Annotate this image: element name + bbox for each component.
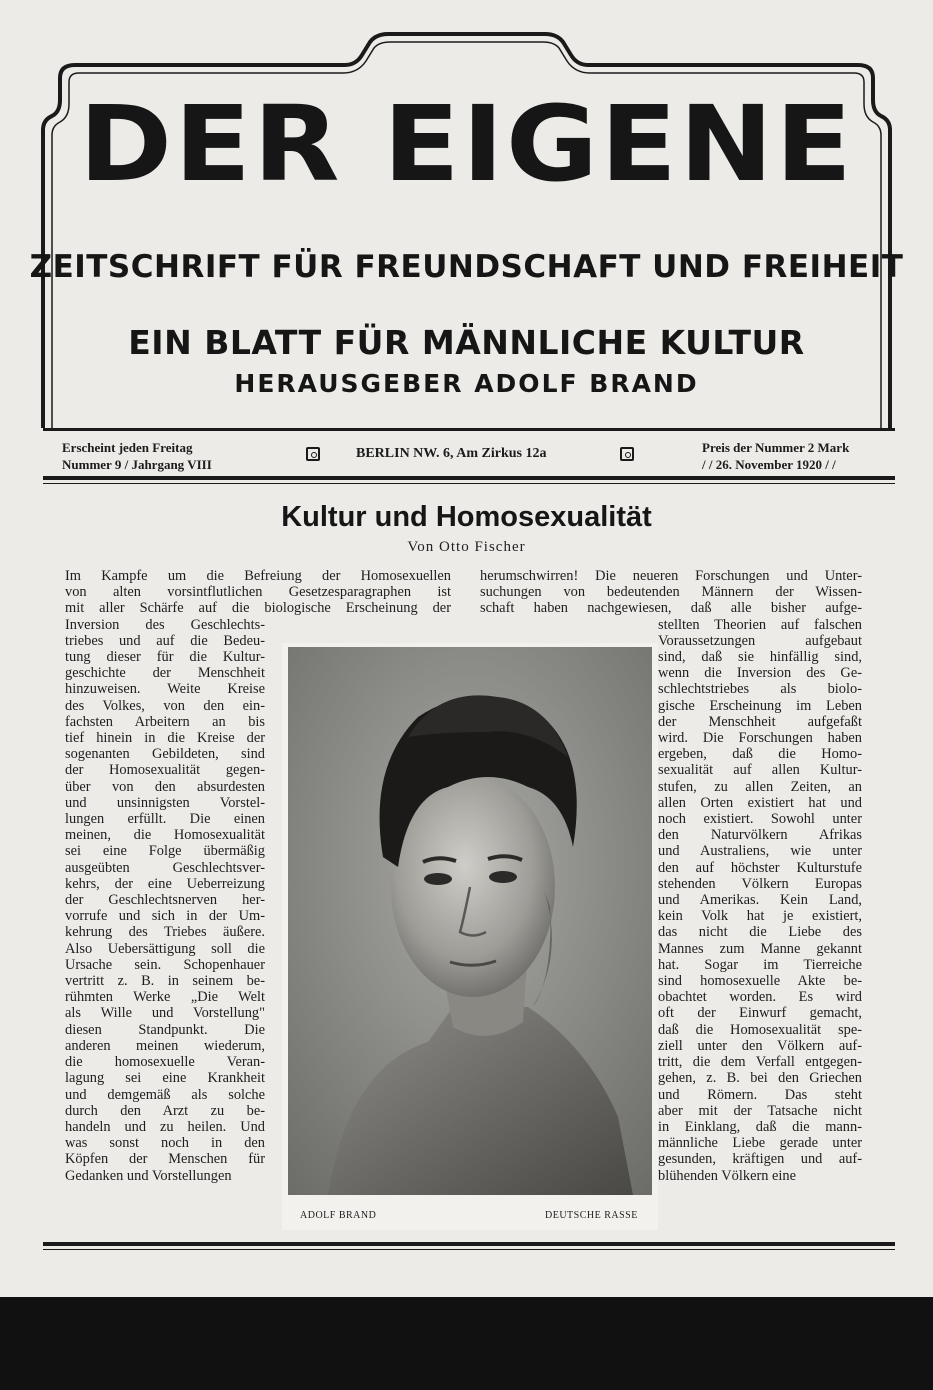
article-line: in Einklang, daß die mann- [658,1118,862,1135]
article-line: suchungen von bedeutenden Männern der Wissen- [480,584,862,601]
portrait-photo [288,647,652,1195]
portrait-illustration [288,647,652,1195]
article-line: stehenden Völkern Europas [658,875,862,892]
article-line: stufen, zu allen Zeiten, an [658,778,862,795]
article-line: aber mit der Tatsache nicht [658,1102,862,1119]
article-line: Köpfen der Menschen für [65,1151,265,1168]
article-line: Im Kampfe um die Befreiung der Homosexuellen [65,568,451,584]
article-line: die homosexuelle Veran- [65,1054,265,1071]
article-line: kehrs, der eine Ueberreizung [65,875,265,892]
masthead-publisher: HERAUSGEBER ADOLF BRAND [234,369,699,398]
article-line: vorrufe und sich in der Um- [65,908,265,925]
article-line: allen Orten existiert hat und [658,794,862,811]
article-line: was sonst noch in den [65,1135,265,1152]
photo-caption-right: DEUTSCHE RASSE [545,1210,638,1221]
article-line: Also Uebersättigung soll die [65,940,265,957]
article-line: und Amerikas. Kein Land, [658,892,862,909]
article-line: den Naturvölkern Afrikas [658,827,862,844]
article-line: sei eine Folge übermäßig [65,843,265,860]
article-line: und demgemäß als solche [65,1086,265,1103]
article-line: Gedanken und Vorstellungen [65,1167,232,1184]
photo-caption-left: ADOLF BRAND [300,1210,377,1221]
article-line: der Geschlechtsnerven her- [65,892,265,909]
article-line: stellten Theorien auf falschen [658,616,862,633]
article-line: herumschwirren! Die neueren Forschungen und Unter- [480,568,862,584]
masthead-bottom-rule [43,428,895,431]
article-line: gische Erscheinung im Leben [658,697,862,714]
article-line: diesen Standpunkt. Die [65,1021,265,1038]
article-line: meinen, die Homosexualität [65,827,265,844]
article-line: über von den absurdesten [65,778,265,795]
article-byline: Von Otto Fischer [407,539,526,555]
article-line: der Homosexualität gegen- [65,762,265,779]
article-line: sexualität auf allen Kultur- [658,762,862,779]
bottom-rule-thin [43,1249,895,1250]
ornament-icon [620,447,634,461]
article-line: oft der Einwurf gemacht, [658,1005,862,1022]
issue-date: / / 26. November 1920 / / [702,457,836,472]
article-line: hat. Sogar im Tierreiche [658,956,862,973]
article-line: tung dieser für die Kultur- [65,649,265,666]
article-line: blühenden Völkern eine [658,1167,797,1184]
article-line: Mannes zum Manne gekannt [658,940,862,957]
article-line: daß die Homosexualität spe- [658,1021,862,1038]
article-line: tritt, die dem Verfall entgegen- [658,1054,862,1071]
article-line: sind homosexuelle Akte be- [658,973,862,990]
issue-frequency: Erscheint jeden Freitag [62,440,193,455]
photo-frame [282,643,658,1230]
article-line: den auf höchster Kulturstufe [658,859,862,876]
article-line: das nicht die Liebe des [658,924,862,941]
article-line: wenn die Inversion des Ge- [658,665,862,682]
article-line: hinzuweisen. Weite Kreise [65,681,265,698]
article-line: fachsten Arbeitern an bis [65,713,265,730]
article-line: gehen, z. B. bei den Griechen [658,1070,862,1087]
article-line: ziell unter den Völkern auf- [658,1037,862,1054]
info-bar-rule-thin [43,483,895,484]
article-line: Inversion des Geschlechts- [65,616,265,633]
article-line: handeln und zu heilen. Und [65,1118,265,1135]
article-line: der Menschheit aufgefaßt [658,713,862,730]
article-line: triebes und auf die Bedeu- [65,632,265,649]
article-line: des Volkes, von den ein- [65,697,265,714]
issue-price: Preis der Nummer 2 Mark [702,440,850,455]
article-line: lungen erfüllt. Die einen [65,811,265,828]
article-line: anderen meinen wiederum, [65,1037,265,1054]
article-line: noch existiert. Sowohl unter [658,811,862,828]
info-bar-rule [43,476,895,480]
article-line: als Wille und Vorstellung" [65,1005,265,1022]
article-line: kehrung des Triebes äußere. [65,924,265,941]
article-line: geschichte der Menschheit [65,665,265,682]
article-line: ausgeübten Geschlechtsver- [65,859,265,876]
article-line: wird. Die Forschungen haben [658,730,862,747]
masthead-tagline: EIN BLATT FÜR MÄNNLICHE KULTUR [128,323,805,362]
article-line: Ursache sein. Schopenhauer [65,956,265,973]
article-line: sind, daß sie hinfällig sind, [658,649,862,666]
publisher-address: BERLIN NW. 6, Am Zirkus 12a [356,446,547,461]
masthead-title: DER EIGENE [78,83,855,205]
article-line: gesunden, kräftigen und auf- [658,1151,862,1168]
ornament-icon [306,447,320,461]
article-line: männliche Liebe gerade unter [658,1135,862,1152]
article-line: von alten vorsintflutlichen Gesetzesparagraphen ist [65,584,451,601]
article-line: durch den Arzt zu be- [65,1102,265,1119]
article-line: Voraussetzungen aufgebaut [658,632,862,649]
article-line: und Australiens, wie unter [658,843,862,860]
article-line: lagung sei eine Krankheit [65,1070,265,1087]
article-line: ergeben, daß die Homo- [658,746,862,763]
article-title: Kultur und Homosexualität [281,501,652,533]
article-line: sogenanten Gebildeten, sind [65,746,265,763]
issue-number: Nummer 9 / Jahrgang VIII [62,457,212,472]
article-line: schaft haben nachgewiesen, daß alle bisher aufge- [480,600,862,617]
article-line: obachtet worden. Es wird [658,989,862,1006]
article-line: schlechtstriebes als biolo- [658,681,862,698]
article-line: kein Volk hat je existiert, [658,908,862,925]
bottom-rule [43,1242,895,1246]
masthead-subtitle: ZEITSCHRIFT FÜR FREUNDSCHAFT UND FREIHEIT [29,249,904,285]
article-line: rühmten Werke „Die Welt [65,989,265,1006]
article-line: tief hinein in die Kreise der [65,730,265,747]
article-line: vertritt z. B. in seinem be- [65,973,265,990]
article-line: und unsinnigsten Vorstel- [65,794,265,811]
article-line: mit aller Schärfe auf die biologische Erscheinung der [65,600,451,617]
article-line: und Römern. Das steht [658,1086,862,1103]
